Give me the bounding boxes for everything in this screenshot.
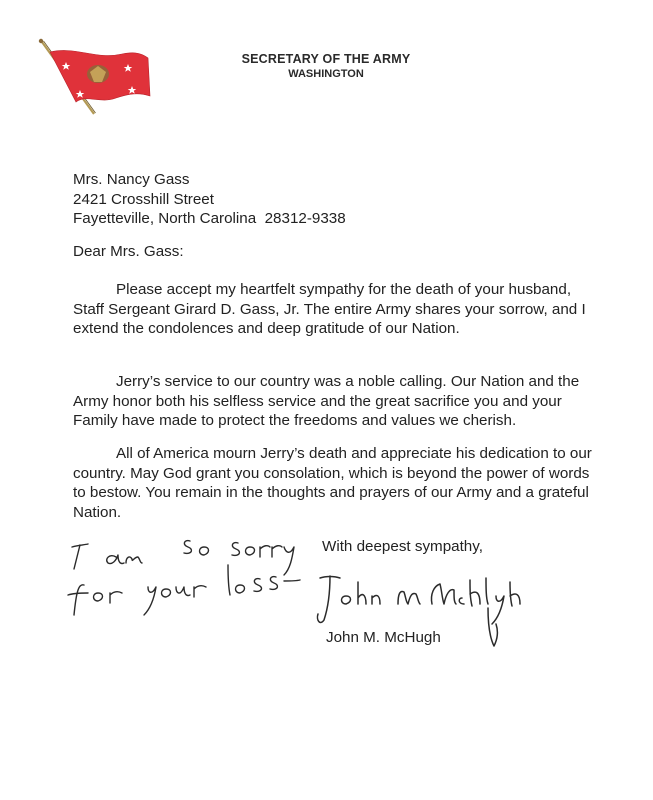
- handwritten-note: [64, 535, 304, 625]
- recipient-city-state-zip: Fayetteville, North Carolina 28312-9338: [73, 210, 346, 228]
- salutation: Dear Mrs. Gass:: [73, 243, 184, 260]
- recipient-address: [73, 170, 346, 229]
- letterhead-title: SECRETARY OF THE ARMY: [241, 52, 411, 66]
- paragraph-condolence: Please accept my heartfelt sympathy for the death of your husband, Staff Sergeant Girard D. Gass, Jr. The entire Army shares your sorrow, and I extend the condolences and deep gratitude of our Nation.: [73, 281, 586, 338]
- recipient-name: Mrs. Nancy Gass: [73, 171, 190, 188]
- signature: [312, 568, 532, 668]
- letterhead-subtitle: WASHINGTON: [288, 68, 364, 80]
- letterhead: [226, 52, 426, 80]
- army-secretary-flag-icon: [36, 38, 156, 118]
- closing: With deepest sympathy,: [322, 538, 483, 555]
- recipient-street: 2421 Crosshill Street: [73, 190, 214, 208]
- paragraph-prayers: All of America mourn Jerry’s death and appreciate his dedication to our country. May God grant you consolation, which is beyond the power of words to bestow. You remain in the thoughts and prayers of our Army and a grateful Nation.: [73, 445, 592, 521]
- paragraph-service: Jerry’s service to our country was a noble calling. Our Nation and the Army honor both his selfless service and the great sacrifice you and your Family have made to protect the freedoms and values we cherish.: [73, 373, 580, 430]
- signer-name: John M. McHugh: [326, 629, 441, 646]
